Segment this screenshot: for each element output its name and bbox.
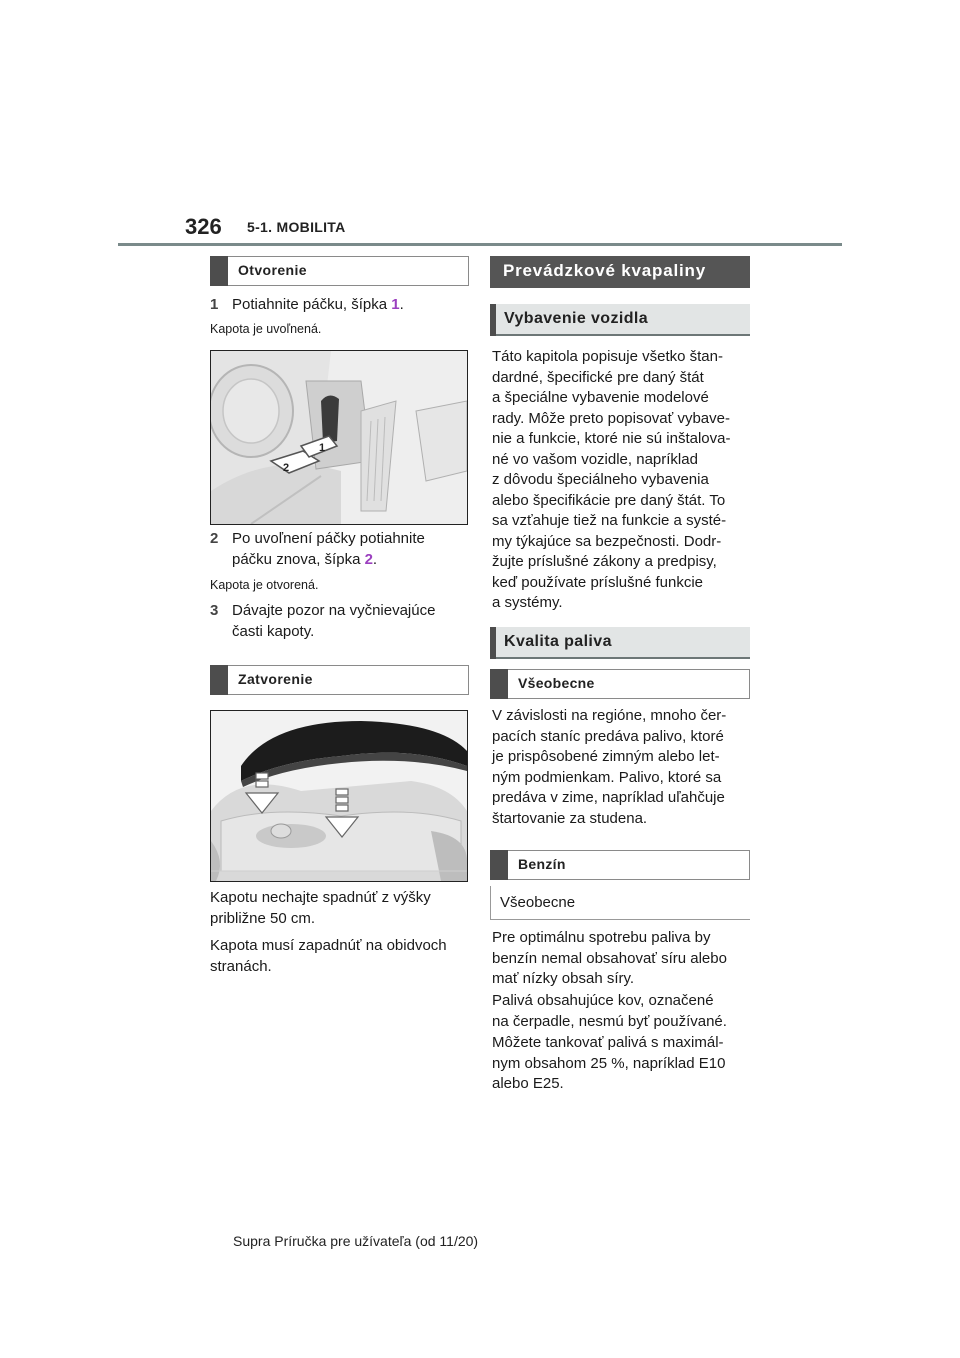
- closing-p1-line-a: Kapotu nechajte spadnúť z výšky: [210, 889, 431, 906]
- text-line: rady. Môže preto popisovať vybave-: [492, 409, 730, 427]
- hood-release-illustration: [211, 351, 467, 524]
- fuel-quality-heading: Kvalita paliva: [504, 633, 612, 650]
- opening-heading: Otvorenie: [238, 262, 307, 278]
- step-3-line-b: časti kapoty.: [232, 623, 315, 640]
- arrow-ref-1: 1: [391, 296, 400, 313]
- heading-bar: [490, 304, 496, 336]
- heading-bar: [210, 665, 228, 695]
- text-line: štartovanie za studena.: [492, 809, 648, 827]
- text-line: z dôvodu špeciálneho vybavenia: [492, 471, 709, 488]
- text-line: Táto kapitola popisuje všetko štan-: [492, 348, 723, 365]
- closing-p2-line-b: stranách.: [210, 957, 272, 975]
- text-line: keď používate príslušné funkcie: [492, 573, 704, 591]
- heading-bar: [490, 850, 508, 880]
- text-line: Môžete tankovať palivá s maximál-: [492, 1034, 724, 1051]
- opening-heading-box: [210, 256, 469, 286]
- closing-paragraph-1: [210, 888, 472, 929]
- petrol-heading-box: [490, 850, 750, 880]
- step-3-line-a: Dávajte pozor na vyčnievajúce: [232, 602, 436, 619]
- step-2-end: .: [372, 551, 378, 568]
- arrow-ref-2: 2: [364, 551, 373, 568]
- hood-closing-figure: [210, 710, 468, 882]
- closing-p1-line-b: približne 50 cm.: [210, 909, 316, 927]
- closing-heading: Zatvorenie: [238, 671, 313, 687]
- step-number: 1: [210, 296, 219, 313]
- heading-bar: [490, 669, 508, 699]
- text-line: žujte príslušné zákony a predpisy,: [492, 553, 717, 570]
- text-line: pacích staníc predáva palivo, ktoré: [492, 727, 724, 745]
- chapter-title: 5-1. MOBILITA: [247, 219, 346, 235]
- text-line: alebo špecifikácie pre daný štát. To: [492, 491, 726, 509]
- text-line: ným podmienkam. Palivo, ktoré sa: [492, 768, 722, 786]
- step-2-line-a: Po uvoľnení páčky potiahnite: [232, 530, 425, 547]
- step-text: [232, 600, 472, 642]
- hood-release-figure: [210, 350, 468, 525]
- text-line: benzín nemal obsahovať síru alebo: [492, 949, 727, 967]
- text-line: V závislosti na regióne, mnoho čer-: [492, 707, 727, 724]
- text-line: mať nízky obsah síry.: [492, 970, 635, 987]
- step-number: 2: [210, 530, 219, 547]
- step-2: [210, 528, 470, 572]
- text-line: Palivá obsahujúce kov, označené: [492, 992, 714, 1009]
- step-1-end: .: [399, 296, 404, 313]
- equipment-heading-box: [490, 304, 750, 336]
- general-heading-box: [490, 669, 750, 699]
- equipment-paragraph: [492, 347, 754, 614]
- figure-label-1: 1: [319, 442, 326, 454]
- hood-closing-illustration: [211, 711, 467, 881]
- text-line: sa vzťahuje tiež na funkcie a systé-: [492, 512, 727, 529]
- text-line: nym obsahom 25 %, napríklad E10: [492, 1054, 726, 1072]
- step-1: [210, 294, 470, 316]
- text-line: né vo vašom vozidle, napríklad: [492, 450, 698, 468]
- heading-bar: [210, 256, 228, 286]
- heading-bar: [490, 627, 496, 659]
- text-line: dardné, špecifické pre daný štát: [492, 368, 704, 386]
- text-line: predáva v zime, napríklad uľahčuje: [492, 789, 725, 806]
- step-text: [232, 528, 472, 570]
- petrol-paragraph-1: [492, 928, 754, 990]
- text-line: my týkajúce sa bezpečnosti. Dodr-: [492, 532, 722, 550]
- page-number: 326: [185, 214, 222, 239]
- equipment-heading: Vybavenie vozidla: [504, 310, 649, 327]
- footer-text: Supra Príručka pre užívateľa (od 11/20): [233, 1233, 479, 1249]
- petrol-heading: Benzín: [518, 856, 566, 872]
- closing-heading-box: [210, 665, 469, 695]
- closing-paragraph-2: [210, 936, 472, 977]
- step-1-text: Potiahnite páčku, šípka: [232, 296, 392, 313]
- text-line: Pre optimálnu spotrebu paliva by: [492, 929, 711, 946]
- step-1-note: Kapota je uvoľnená.: [210, 322, 322, 336]
- closing-p2-line-a: Kapota musí zapadnúť na obidvoch: [210, 937, 447, 954]
- step-number: 3: [210, 602, 219, 619]
- petrol-subheading: Všeobecne: [500, 894, 576, 911]
- step-3: [210, 600, 470, 644]
- section-title: Prevádzkové kvapaliny: [503, 261, 706, 280]
- figure-label-2: 2: [283, 462, 290, 474]
- text-line: a systémy.: [492, 594, 563, 611]
- text-line: na čerpadle, nesmú byť používané.: [492, 1012, 727, 1030]
- step-text: [232, 294, 472, 315]
- text-line: a špeciálne vybavenie modelové: [492, 389, 709, 406]
- petrol-paragraph-2: [492, 991, 754, 1032]
- petrol-paragraph-3: [492, 1033, 754, 1095]
- step-2-note: Kapota je otvorená.: [210, 578, 319, 592]
- fuel-quality-heading-box: [490, 627, 750, 659]
- text-line: alebo E25.: [492, 1075, 564, 1092]
- step-2-line-b: páčku znova, šípka: [232, 551, 365, 568]
- header-rule: [118, 243, 842, 246]
- text-line: nie a funkcie, ktoré nie sú inštalova-: [492, 430, 731, 447]
- general-paragraph: [492, 706, 754, 829]
- general-heading: Všeobecne: [518, 675, 595, 691]
- petrol-subheading-box: [490, 886, 750, 920]
- section-title-box: [490, 256, 750, 288]
- text-line: je prispôsobené zimným alebo let-: [492, 748, 720, 765]
